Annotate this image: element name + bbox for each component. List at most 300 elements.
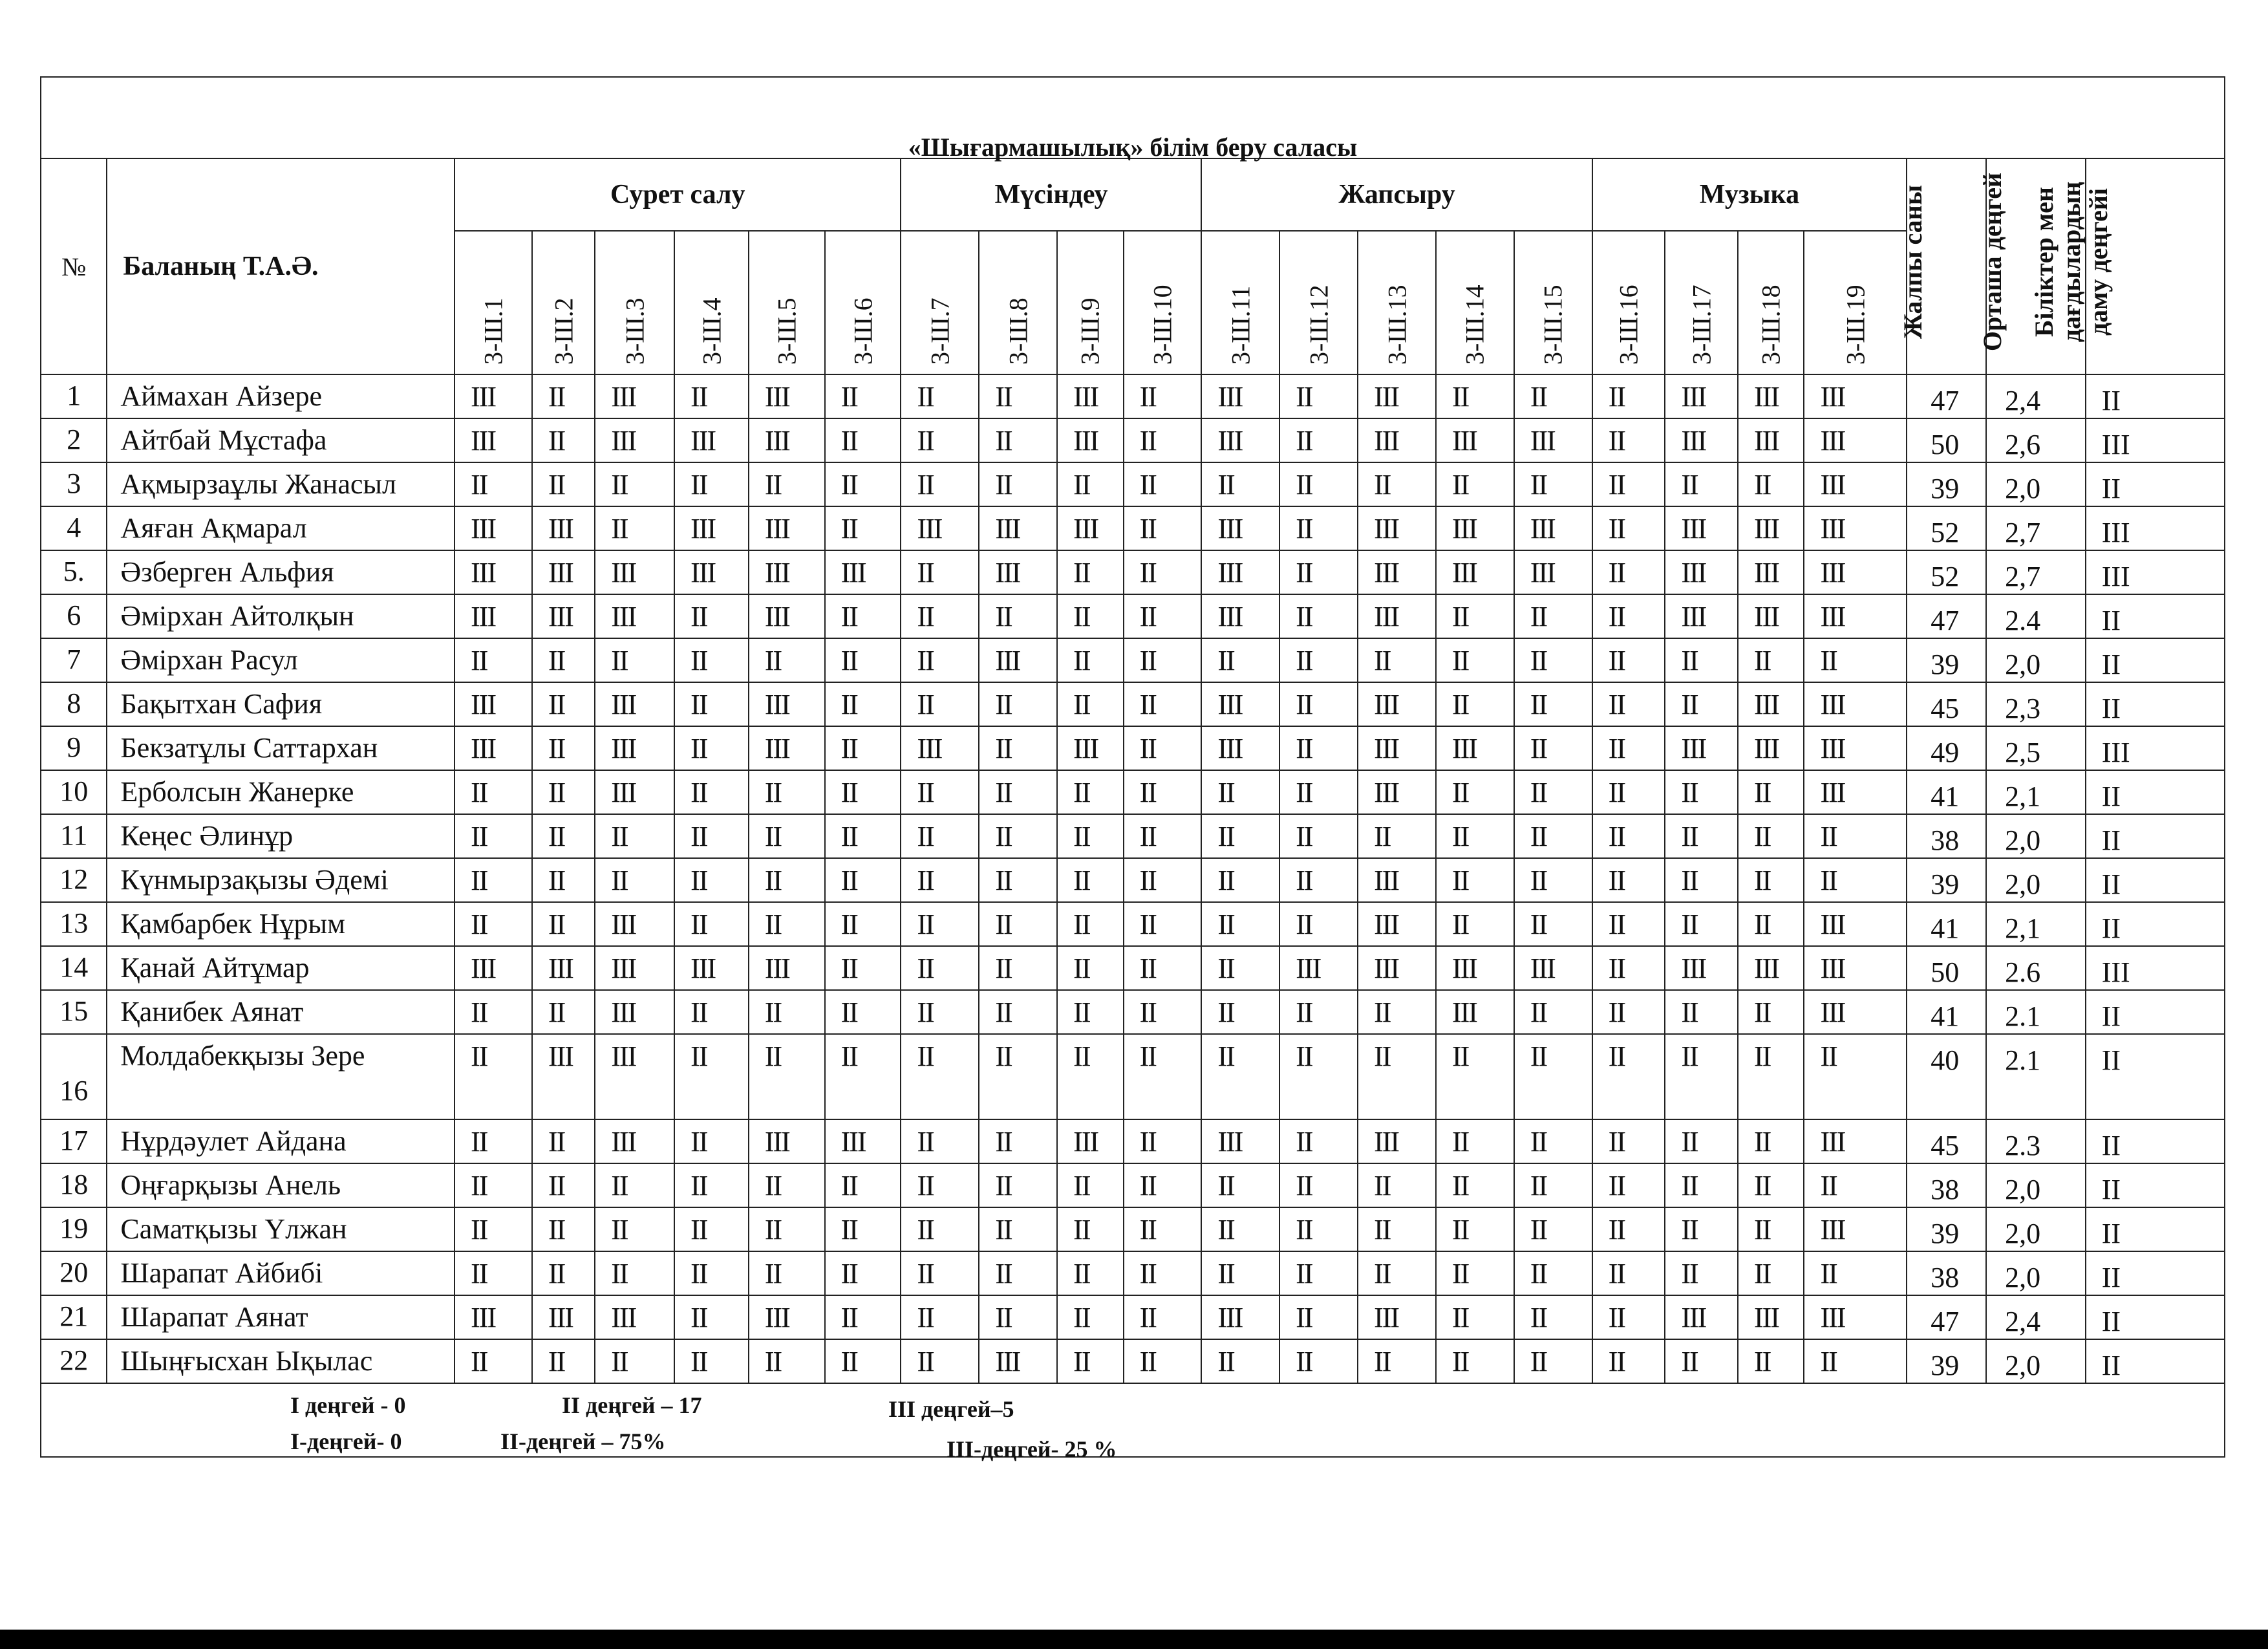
grade-cell: II bbox=[1592, 550, 1665, 594]
grade-cell: II bbox=[1665, 682, 1738, 726]
grade-cell: II bbox=[674, 990, 749, 1034]
average-level: 2,0 bbox=[1986, 1163, 2086, 1207]
grade-cell: II bbox=[1124, 770, 1202, 814]
grade-cell: III bbox=[979, 550, 1057, 594]
average-level: 2,0 bbox=[1986, 462, 2086, 506]
grade-cell: II bbox=[1514, 462, 1592, 506]
grade-cell: II bbox=[1201, 814, 1279, 858]
grade-cell: II bbox=[532, 1207, 595, 1251]
grade-cell: II bbox=[1592, 858, 1665, 902]
grade-cell: II bbox=[979, 902, 1057, 946]
grade-cell: II bbox=[979, 1251, 1057, 1295]
grade-cell: II bbox=[455, 1251, 532, 1295]
grade-cell: II bbox=[979, 682, 1057, 726]
grade-cell: III bbox=[674, 550, 749, 594]
total-score: 50 bbox=[1907, 946, 1986, 990]
header-group: Сурет салу bbox=[455, 158, 901, 231]
grade-cell: III bbox=[455, 1295, 532, 1339]
grade-cell: III bbox=[595, 726, 674, 770]
grade-cell: II bbox=[1804, 1034, 1907, 1119]
grade-cell: III bbox=[1358, 858, 1436, 902]
development-level: II bbox=[2086, 1295, 2225, 1339]
grade-cell: III bbox=[1665, 506, 1738, 550]
grade-cell: III bbox=[749, 506, 825, 550]
table-row bbox=[41, 726, 2225, 770]
grade-cell: II bbox=[1279, 1034, 1358, 1119]
grade-cell: II bbox=[532, 1163, 595, 1207]
total-score: 41 bbox=[1907, 990, 1986, 1034]
indicator-code-label: 3-Ш.6 bbox=[848, 297, 878, 365]
average-level: 2,5 bbox=[1986, 726, 2086, 770]
grade-cell: II bbox=[1436, 814, 1514, 858]
total-score: 38 bbox=[1907, 1251, 1986, 1295]
grade-cell: III bbox=[455, 946, 532, 990]
grade-cell: II bbox=[1124, 1295, 1202, 1339]
grade-cell: II bbox=[532, 682, 595, 726]
total-score: 38 bbox=[1907, 1163, 1986, 1207]
grade-cell: II bbox=[901, 814, 979, 858]
grade-cell: III bbox=[1358, 682, 1436, 726]
development-level: II bbox=[2086, 638, 2225, 682]
average-level: 2.4 bbox=[1986, 594, 2086, 638]
grade-cell: II bbox=[825, 594, 901, 638]
indicator-code-label: 3-Ш.1 bbox=[478, 297, 508, 365]
indicator-code-label: 3-Ш.12 bbox=[1304, 285, 1334, 365]
grade-cell: III bbox=[1358, 902, 1436, 946]
grade-cell: II bbox=[1124, 1034, 1202, 1119]
grade-cell: II bbox=[595, 858, 674, 902]
grade-cell: III bbox=[595, 550, 674, 594]
grade-cell: III bbox=[1436, 726, 1514, 770]
grade-cell: II bbox=[979, 374, 1057, 418]
grade-cell: II bbox=[749, 770, 825, 814]
grade-cell: III bbox=[1358, 726, 1436, 770]
development-level: II bbox=[2086, 1207, 2225, 1251]
grade-cell: II bbox=[455, 814, 532, 858]
grade-cell: II bbox=[532, 374, 595, 418]
assessment-table bbox=[40, 158, 2225, 1384]
grade-cell: II bbox=[1057, 682, 1123, 726]
grade-cell: II bbox=[1514, 682, 1592, 726]
grade-cell: II bbox=[1279, 374, 1358, 418]
grade-cell: III bbox=[595, 594, 674, 638]
grade-cell: II bbox=[825, 1339, 901, 1383]
grade-cell: III bbox=[1804, 902, 1907, 946]
grade-cell: II bbox=[532, 462, 595, 506]
grade-cell: II bbox=[1436, 1034, 1514, 1119]
grade-cell: III bbox=[1201, 1295, 1279, 1339]
row-number: 22 bbox=[41, 1339, 107, 1383]
table-row bbox=[41, 902, 2225, 946]
grade-cell: II bbox=[1201, 990, 1279, 1034]
grade-cell: III bbox=[1738, 946, 1804, 990]
grade-cell: II bbox=[455, 902, 532, 946]
grade-cell: III bbox=[1665, 726, 1738, 770]
total-score: 39 bbox=[1907, 858, 1986, 902]
grade-cell: II bbox=[1436, 1163, 1514, 1207]
grade-cell: III bbox=[749, 682, 825, 726]
grade-cell: II bbox=[532, 726, 595, 770]
total-score: 41 bbox=[1907, 902, 1986, 946]
grade-cell: II bbox=[1514, 814, 1592, 858]
grade-cell: III bbox=[595, 1295, 674, 1339]
grade-cell: II bbox=[455, 1163, 532, 1207]
grade-cell: II bbox=[1124, 858, 1202, 902]
average-level: 2,4 bbox=[1986, 1295, 2086, 1339]
grade-cell: III bbox=[1804, 726, 1907, 770]
child-name: Қанибек Аянат bbox=[107, 990, 455, 1034]
grade-cell: II bbox=[1124, 506, 1202, 550]
grade-cell: III bbox=[749, 1119, 825, 1163]
grade-cell: III bbox=[1665, 594, 1738, 638]
row-number: 10 bbox=[41, 770, 107, 814]
grade-cell: II bbox=[979, 462, 1057, 506]
grade-cell: II bbox=[901, 1339, 979, 1383]
grade-cell: II bbox=[532, 990, 595, 1034]
grade-cell: II bbox=[901, 902, 979, 946]
grade-cell: II bbox=[1057, 1251, 1123, 1295]
grade-cell: II bbox=[455, 638, 532, 682]
grade-cell: II bbox=[1124, 990, 1202, 1034]
grade-cell: II bbox=[1057, 1034, 1123, 1119]
average-level: 2.1 bbox=[1986, 990, 2086, 1034]
grade-cell: II bbox=[1514, 374, 1592, 418]
grade-cell: II bbox=[1358, 990, 1436, 1034]
grade-cell: II bbox=[1124, 946, 1202, 990]
grade-cell: II bbox=[1436, 1119, 1514, 1163]
grade-cell: II bbox=[1738, 1119, 1804, 1163]
grade-cell: II bbox=[1279, 1295, 1358, 1339]
grade-cell: II bbox=[825, 902, 901, 946]
grade-cell: III bbox=[1358, 946, 1436, 990]
row-number: 18 bbox=[41, 1163, 107, 1207]
grade-cell: II bbox=[1436, 638, 1514, 682]
grade-cell: II bbox=[749, 1251, 825, 1295]
grade-cell: III bbox=[1514, 946, 1592, 990]
development-level: III bbox=[2086, 726, 2225, 770]
average-level: 2.1 bbox=[1986, 1034, 2086, 1119]
grade-cell: II bbox=[1665, 1119, 1738, 1163]
grade-cell: II bbox=[1514, 1251, 1592, 1295]
grade-cell: II bbox=[1665, 990, 1738, 1034]
grade-cell: II bbox=[674, 374, 749, 418]
child-name: Ерболсын Жанерке bbox=[107, 770, 455, 814]
grade-cell: III bbox=[1201, 1119, 1279, 1163]
total-score: 39 bbox=[1907, 462, 1986, 506]
scan-edge-bar bbox=[0, 1630, 2268, 1649]
grade-cell: II bbox=[901, 946, 979, 990]
average-level: 2,7 bbox=[1986, 550, 2086, 594]
grade-cell: II bbox=[1514, 726, 1592, 770]
row-number: 5. bbox=[41, 550, 107, 594]
grade-cell: II bbox=[455, 990, 532, 1034]
grade-cell: II bbox=[1436, 1251, 1514, 1295]
grade-cell: II bbox=[749, 1207, 825, 1251]
grade-cell: II bbox=[749, 1339, 825, 1383]
grade-cell: III bbox=[1738, 726, 1804, 770]
grade-cell: III bbox=[1804, 946, 1907, 990]
grade-cell: II bbox=[1738, 1163, 1804, 1207]
grade-cell: II bbox=[1804, 1339, 1907, 1383]
child-name: Әмірхан Айтолқын bbox=[107, 594, 455, 638]
header-indicator-code bbox=[749, 231, 825, 374]
grade-cell: III bbox=[1358, 1119, 1436, 1163]
grade-cell: II bbox=[1514, 1119, 1592, 1163]
header-indicator-code bbox=[1738, 231, 1804, 374]
grade-cell: III bbox=[1738, 418, 1804, 462]
assessment-sheet bbox=[40, 76, 2225, 1462]
child-name: Қамбарбек Нұрым bbox=[107, 902, 455, 946]
average-level: 2,1 bbox=[1986, 902, 2086, 946]
child-name: Аяған Ақмарал bbox=[107, 506, 455, 550]
child-name: Әзберген Альфия bbox=[107, 550, 455, 594]
grade-cell: III bbox=[1804, 594, 1907, 638]
grade-cell: II bbox=[979, 814, 1057, 858]
development-level: II bbox=[2086, 814, 2225, 858]
child-name: Әмірхан Расул bbox=[107, 638, 455, 682]
grade-cell: III bbox=[1514, 418, 1592, 462]
grade-cell: III bbox=[1436, 990, 1514, 1034]
grade-cell: II bbox=[1124, 682, 1202, 726]
grade-cell: III bbox=[595, 418, 674, 462]
grade-cell: II bbox=[1201, 946, 1279, 990]
table-row bbox=[41, 858, 2225, 902]
grade-cell: II bbox=[901, 1119, 979, 1163]
grade-cell: II bbox=[979, 726, 1057, 770]
header-number: № bbox=[41, 158, 107, 374]
grade-cell: II bbox=[1738, 638, 1804, 682]
average-level: 2,0 bbox=[1986, 638, 2086, 682]
grade-cell: II bbox=[1436, 374, 1514, 418]
grade-cell: II bbox=[979, 770, 1057, 814]
grade-cell: II bbox=[1057, 1207, 1123, 1251]
grade-cell: III bbox=[532, 506, 595, 550]
grade-cell: II bbox=[979, 1034, 1057, 1119]
grade-cell: III bbox=[1358, 770, 1436, 814]
header-indicator-code bbox=[979, 231, 1057, 374]
table-row bbox=[41, 506, 2225, 550]
grade-cell: II bbox=[455, 1034, 532, 1119]
grade-cell: II bbox=[1201, 638, 1279, 682]
grade-cell: II bbox=[901, 858, 979, 902]
grade-cell: II bbox=[825, 418, 901, 462]
grade-cell: II bbox=[749, 902, 825, 946]
development-level: II bbox=[2086, 902, 2225, 946]
grade-cell: II bbox=[749, 1163, 825, 1207]
average-level: 2,7 bbox=[1986, 506, 2086, 550]
grade-cell: II bbox=[749, 1034, 825, 1119]
summary-footer bbox=[40, 1384, 2225, 1462]
table-row bbox=[41, 1163, 2225, 1207]
header-indicator-code bbox=[1592, 231, 1665, 374]
total-score: 47 bbox=[1907, 1295, 1986, 1339]
grade-cell: II bbox=[901, 990, 979, 1034]
grade-cell: II bbox=[1124, 418, 1202, 462]
grade-cell: III bbox=[1436, 550, 1514, 594]
grade-cell: II bbox=[1057, 770, 1123, 814]
row-number: 17 bbox=[41, 1119, 107, 1163]
grade-cell: II bbox=[1201, 858, 1279, 902]
table-row bbox=[41, 638, 2225, 682]
total-score: 47 bbox=[1907, 594, 1986, 638]
grade-cell: III bbox=[1738, 374, 1804, 418]
row-number: 20 bbox=[41, 1251, 107, 1295]
child-name: Шарапат Аянат bbox=[107, 1295, 455, 1339]
average-level: 2,3 bbox=[1986, 682, 2086, 726]
grade-cell: II bbox=[1738, 902, 1804, 946]
grade-cell: II bbox=[1057, 814, 1123, 858]
grade-cell: II bbox=[825, 990, 901, 1034]
grade-cell: II bbox=[1124, 1339, 1202, 1383]
table-row bbox=[41, 990, 2225, 1034]
grade-cell: II bbox=[901, 682, 979, 726]
grade-cell: II bbox=[1436, 1295, 1514, 1339]
grade-cell: II bbox=[1279, 1207, 1358, 1251]
grade-cell: II bbox=[825, 946, 901, 990]
grade-cell: II bbox=[749, 462, 825, 506]
grade-cell: II bbox=[1436, 770, 1514, 814]
table-row bbox=[41, 946, 2225, 990]
child-name: Нұрдәулет Айдана bbox=[107, 1119, 455, 1163]
grade-cell: II bbox=[1057, 638, 1123, 682]
grade-cell: II bbox=[532, 638, 595, 682]
grade-cell: III bbox=[595, 1119, 674, 1163]
grade-cell: III bbox=[532, 1034, 595, 1119]
development-level: III bbox=[2086, 418, 2225, 462]
grade-cell: II bbox=[825, 638, 901, 682]
grade-cell: II bbox=[1738, 814, 1804, 858]
grade-cell: II bbox=[1124, 594, 1202, 638]
grade-cell: II bbox=[1201, 1339, 1279, 1383]
grade-cell: II bbox=[1738, 462, 1804, 506]
grade-cell: II bbox=[595, 506, 674, 550]
grade-cell: II bbox=[1057, 990, 1123, 1034]
grade-cell: II bbox=[825, 1251, 901, 1295]
indicator-code-label: 3-Ш.17 bbox=[1687, 285, 1717, 365]
grade-cell: II bbox=[749, 638, 825, 682]
total-score: 39 bbox=[1907, 1207, 1986, 1251]
summary-level3-percent: III-деңгей- 25 % bbox=[947, 1436, 1117, 1462]
development-level: II bbox=[2086, 990, 2225, 1034]
grade-cell: II bbox=[1592, 1339, 1665, 1383]
grade-cell: II bbox=[825, 1207, 901, 1251]
grade-cell: III bbox=[532, 550, 595, 594]
grade-cell: III bbox=[749, 946, 825, 990]
grade-cell: II bbox=[901, 594, 979, 638]
header-indicator-code bbox=[674, 231, 749, 374]
grade-cell: II bbox=[1279, 1119, 1358, 1163]
grade-cell: II bbox=[979, 990, 1057, 1034]
grade-cell: III bbox=[595, 990, 674, 1034]
grade-cell: II bbox=[674, 770, 749, 814]
grade-cell: II bbox=[1201, 1163, 1279, 1207]
header-indicator-code bbox=[1201, 231, 1279, 374]
grade-cell: III bbox=[1665, 374, 1738, 418]
grade-cell: II bbox=[1124, 814, 1202, 858]
total-score: 39 bbox=[1907, 638, 1986, 682]
grade-cell: II bbox=[1279, 902, 1358, 946]
average-level: 2,0 bbox=[1986, 814, 2086, 858]
row-number: 2 bbox=[41, 418, 107, 462]
grade-cell: II bbox=[1436, 1207, 1514, 1251]
grade-cell: III bbox=[1804, 990, 1907, 1034]
grade-cell: III bbox=[1201, 506, 1279, 550]
header-indicator-code bbox=[1665, 231, 1738, 374]
grade-cell: III bbox=[455, 506, 532, 550]
row-number: 16 bbox=[41, 1034, 107, 1119]
grade-cell: III bbox=[825, 1119, 901, 1163]
grade-cell: II bbox=[901, 1034, 979, 1119]
grade-cell: II bbox=[674, 682, 749, 726]
row-number: 14 bbox=[41, 946, 107, 990]
grade-cell: II bbox=[1201, 1034, 1279, 1119]
grade-cell: II bbox=[674, 594, 749, 638]
development-level: II bbox=[2086, 682, 2225, 726]
grade-cell: III bbox=[749, 726, 825, 770]
grade-cell: III bbox=[532, 1295, 595, 1339]
child-name: Қанай Айтұмар bbox=[107, 946, 455, 990]
grade-cell: II bbox=[1201, 462, 1279, 506]
row-number: 4 bbox=[41, 506, 107, 550]
row-number: 21 bbox=[41, 1295, 107, 1339]
grade-cell: II bbox=[1279, 506, 1358, 550]
grade-cell: II bbox=[979, 418, 1057, 462]
development-level: II bbox=[2086, 374, 2225, 418]
header-indicator-code bbox=[1124, 231, 1202, 374]
grade-cell: III bbox=[1738, 682, 1804, 726]
development-level: III bbox=[2086, 550, 2225, 594]
row-number: 1 bbox=[41, 374, 107, 418]
total-score: 50 bbox=[1907, 418, 1986, 462]
grade-cell: II bbox=[1201, 1251, 1279, 1295]
grade-cell: III bbox=[901, 726, 979, 770]
grade-cell: III bbox=[1358, 418, 1436, 462]
grade-cell: II bbox=[1358, 1034, 1436, 1119]
grade-cell: II bbox=[1592, 462, 1665, 506]
grade-cell: II bbox=[979, 1295, 1057, 1339]
grade-cell: II bbox=[825, 1163, 901, 1207]
total-score: 40 bbox=[1907, 1034, 1986, 1119]
total-score: 41 bbox=[1907, 770, 1986, 814]
grade-cell: II bbox=[1124, 902, 1202, 946]
grade-cell: II bbox=[1358, 462, 1436, 506]
average-level: 2,6 bbox=[1986, 418, 2086, 462]
grade-cell: II bbox=[1592, 1207, 1665, 1251]
grade-cell: III bbox=[749, 374, 825, 418]
development-level: III bbox=[2086, 946, 2225, 990]
grade-cell: II bbox=[825, 1295, 901, 1339]
indicator-code-label: 3-Ш.14 bbox=[1460, 285, 1490, 365]
grade-cell: II bbox=[1665, 638, 1738, 682]
development-level: II bbox=[2086, 770, 2225, 814]
header-indicator-code bbox=[1057, 231, 1123, 374]
grade-cell: II bbox=[532, 418, 595, 462]
grade-cell: II bbox=[1592, 1295, 1665, 1339]
grade-cell: III bbox=[455, 374, 532, 418]
table-row bbox=[41, 550, 2225, 594]
grade-cell: III bbox=[595, 902, 674, 946]
grade-cell: II bbox=[1057, 946, 1123, 990]
grade-cell: II bbox=[901, 418, 979, 462]
grade-cell: III bbox=[1665, 550, 1738, 594]
child-name: Аймахан Айзере bbox=[107, 374, 455, 418]
grade-cell: II bbox=[532, 858, 595, 902]
grade-cell: II bbox=[901, 374, 979, 418]
grade-cell: II bbox=[1592, 726, 1665, 770]
indicator-code-label: 3-Ш.7 bbox=[925, 297, 955, 365]
grade-cell: III bbox=[1665, 418, 1738, 462]
average-level: 2,0 bbox=[1986, 858, 2086, 902]
